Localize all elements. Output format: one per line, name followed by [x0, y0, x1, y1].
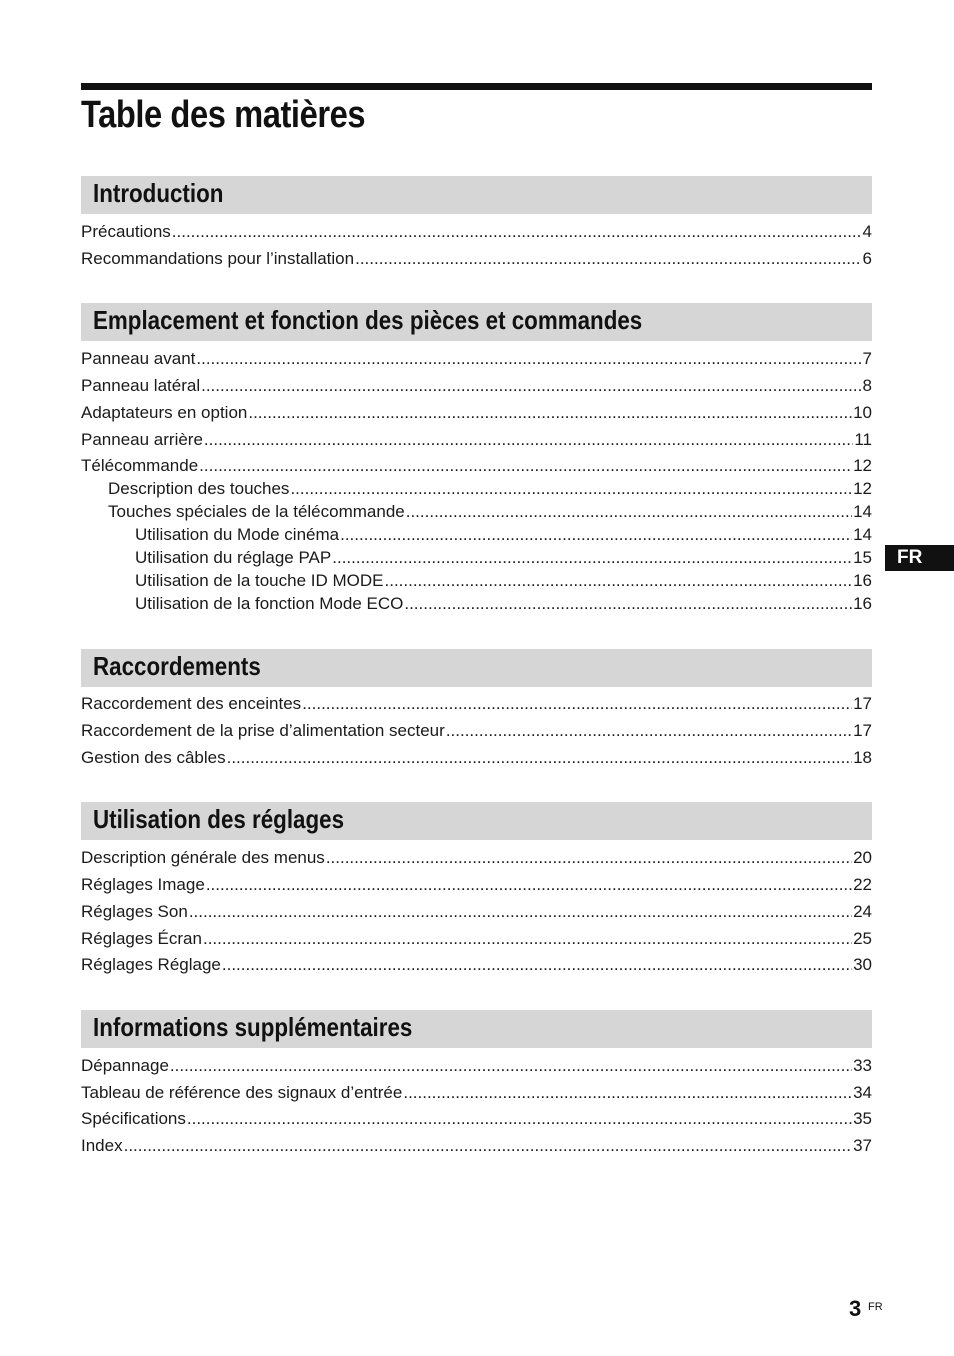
toc-entry[interactable] — [81, 1056, 872, 1078]
toc-entry[interactable] — [81, 748, 872, 770]
toc-entry-page: 16 — [853, 571, 872, 590]
toc-entry-label: Réglages Son — [81, 902, 188, 921]
toc-entry-label: Utilisation de la touche ID MODE — [135, 571, 384, 590]
section-header-raccordements — [81, 649, 872, 687]
leader-dots — [248, 403, 852, 423]
leader-dots — [196, 349, 861, 369]
toc-entry[interactable] — [81, 349, 872, 371]
toc-entry-page: 16 — [853, 594, 872, 613]
toc-entry-page: 15 — [853, 548, 872, 567]
leader-dots — [189, 902, 852, 922]
section-heading: Informations supplémentaires — [93, 1012, 413, 1042]
toc-subsubentry[interactable] — [135, 548, 872, 570]
toc-entry-label: Touches spéciales de la télécommande — [108, 502, 405, 521]
page-number-suffix: FR — [868, 1301, 883, 1313]
leader-dots — [340, 525, 852, 545]
leader-dots — [206, 875, 852, 895]
section-heading: Emplacement et fonction des pièces et commandes — [93, 305, 643, 335]
leader-dots — [385, 571, 853, 591]
leader-dots — [355, 249, 861, 269]
leader-dots — [172, 222, 862, 242]
leader-dots — [204, 430, 853, 450]
toc-entry[interactable] — [81, 875, 872, 897]
toc-entry[interactable] — [81, 1109, 872, 1131]
leader-dots — [187, 1109, 852, 1129]
toc-entry-label: Tableau de référence des signaux d’entrée — [81, 1083, 403, 1102]
toc-entry-page: 4 — [862, 222, 872, 241]
toc-entry[interactable] — [81, 430, 872, 452]
toc-entry-label: Spécifications — [81, 1109, 186, 1128]
toc-entry-page: 11 — [854, 430, 872, 449]
toc-entry-page: 8 — [862, 376, 872, 395]
toc-entry-label: Panneau latéral — [81, 376, 201, 395]
toc-entry-page: 22 — [853, 875, 872, 894]
toc-entry-label: Description des touches — [108, 479, 290, 498]
toc-entry-label: Gestion des câbles — [81, 748, 226, 767]
toc-entry-label: Raccordement des enceintes — [81, 694, 302, 713]
leader-dots — [403, 1083, 852, 1103]
toc-entry-label: Réglages Réglage — [81, 955, 221, 974]
toc-entry-label: Description générale des menus — [81, 848, 325, 867]
toc-entry-page: 34 — [853, 1083, 872, 1102]
toc-entry-label: Adaptateurs en option — [81, 403, 248, 422]
toc-entry-label: Précautions — [81, 222, 171, 241]
toc-entry-label: Panneau avant — [81, 349, 196, 368]
leader-dots — [404, 594, 852, 614]
section-header-introduction — [81, 176, 872, 214]
toc-entry[interactable] — [81, 222, 872, 244]
toc-entry[interactable] — [81, 848, 872, 870]
toc-entry[interactable] — [81, 376, 872, 398]
toc-entry-page: 17 — [853, 721, 872, 740]
toc-subentry[interactable] — [108, 479, 872, 501]
toc-entry-page: 17 — [853, 694, 872, 713]
toc-entry-label: Recommandations pour l’installation — [81, 249, 355, 268]
toc-entry-page: 20 — [853, 848, 872, 867]
leader-dots — [290, 479, 852, 499]
toc-entry[interactable] — [81, 902, 872, 924]
title-rule — [81, 83, 872, 90]
toc-entry-page: 10 — [853, 403, 872, 422]
toc-entry[interactable] — [81, 929, 872, 951]
leader-dots — [406, 502, 852, 522]
leader-dots — [170, 1056, 852, 1076]
toc-entry-page: 14 — [853, 502, 872, 521]
toc-entry-page: 37 — [853, 1136, 872, 1155]
toc-entry-page: 12 — [853, 456, 872, 475]
language-tab: FR — [885, 545, 954, 571]
toc-entry[interactable] — [81, 456, 872, 478]
toc-entry-label: Utilisation du réglage PAP — [135, 548, 332, 567]
toc-entry[interactable] — [81, 403, 872, 425]
toc-subsubentry[interactable] — [135, 571, 872, 593]
toc-entry-page: 25 — [853, 929, 872, 948]
toc-entry-page: 14 — [853, 525, 872, 544]
leader-dots — [201, 376, 861, 396]
toc-entry-label: Raccordement de la prise d’alimentation secteur — [81, 721, 445, 740]
toc-subentry[interactable] — [108, 502, 872, 524]
toc-entry[interactable] — [81, 1136, 872, 1158]
toc-subsubentry[interactable] — [135, 594, 872, 616]
toc-entry-page: 33 — [853, 1056, 872, 1075]
toc-entry-page: 12 — [853, 479, 872, 498]
toc-entry-label: Dépannage — [81, 1056, 169, 1075]
toc-entry-label: Panneau arrière — [81, 430, 203, 449]
toc-entry-label: Index — [81, 1136, 123, 1155]
toc-entry-label: Réglages Écran — [81, 929, 202, 948]
section-heading: Utilisation des réglages — [93, 804, 345, 834]
toc-entry-label: Utilisation du Mode cinéma — [135, 525, 340, 544]
toc-entry[interactable] — [81, 694, 872, 716]
section-heading: Raccordements — [93, 651, 261, 681]
toc-entry-page: 35 — [853, 1109, 872, 1128]
toc-entry-label: Utilisation de la fonction Mode ECO — [135, 594, 404, 613]
leader-dots — [446, 721, 852, 741]
toc-entry-page: 6 — [862, 249, 872, 268]
toc-subsubentry[interactable] — [135, 525, 872, 547]
toc-entry-page: 18 — [853, 748, 872, 767]
leader-dots — [326, 848, 852, 868]
leader-dots — [222, 955, 852, 975]
leader-dots — [227, 748, 852, 768]
section-header-emplacement — [81, 303, 872, 341]
leader-dots — [199, 456, 852, 476]
toc-entry-page: 7 — [862, 349, 872, 368]
leader-dots — [203, 929, 852, 949]
section-heading: Introduction — [93, 178, 224, 208]
toc-entry-label: Télécommande — [81, 456, 199, 475]
leader-dots — [332, 548, 852, 568]
toc-entry[interactable] — [81, 249, 872, 271]
toc-entry[interactable] — [81, 1083, 872, 1105]
leader-dots — [302, 694, 852, 714]
leader-dots — [124, 1136, 852, 1156]
page-number: 3 — [849, 1296, 862, 1321]
toc-entry[interactable] — [81, 721, 872, 743]
section-header-reglages — [81, 802, 872, 840]
toc-entry-page: 24 — [853, 902, 872, 921]
section-header-informations — [81, 1010, 872, 1048]
toc-entry-page: 30 — [853, 955, 872, 974]
page-title: Table des matières — [81, 94, 366, 136]
toc-entry-label: Réglages Image — [81, 875, 205, 894]
toc-entry[interactable] — [81, 955, 872, 977]
